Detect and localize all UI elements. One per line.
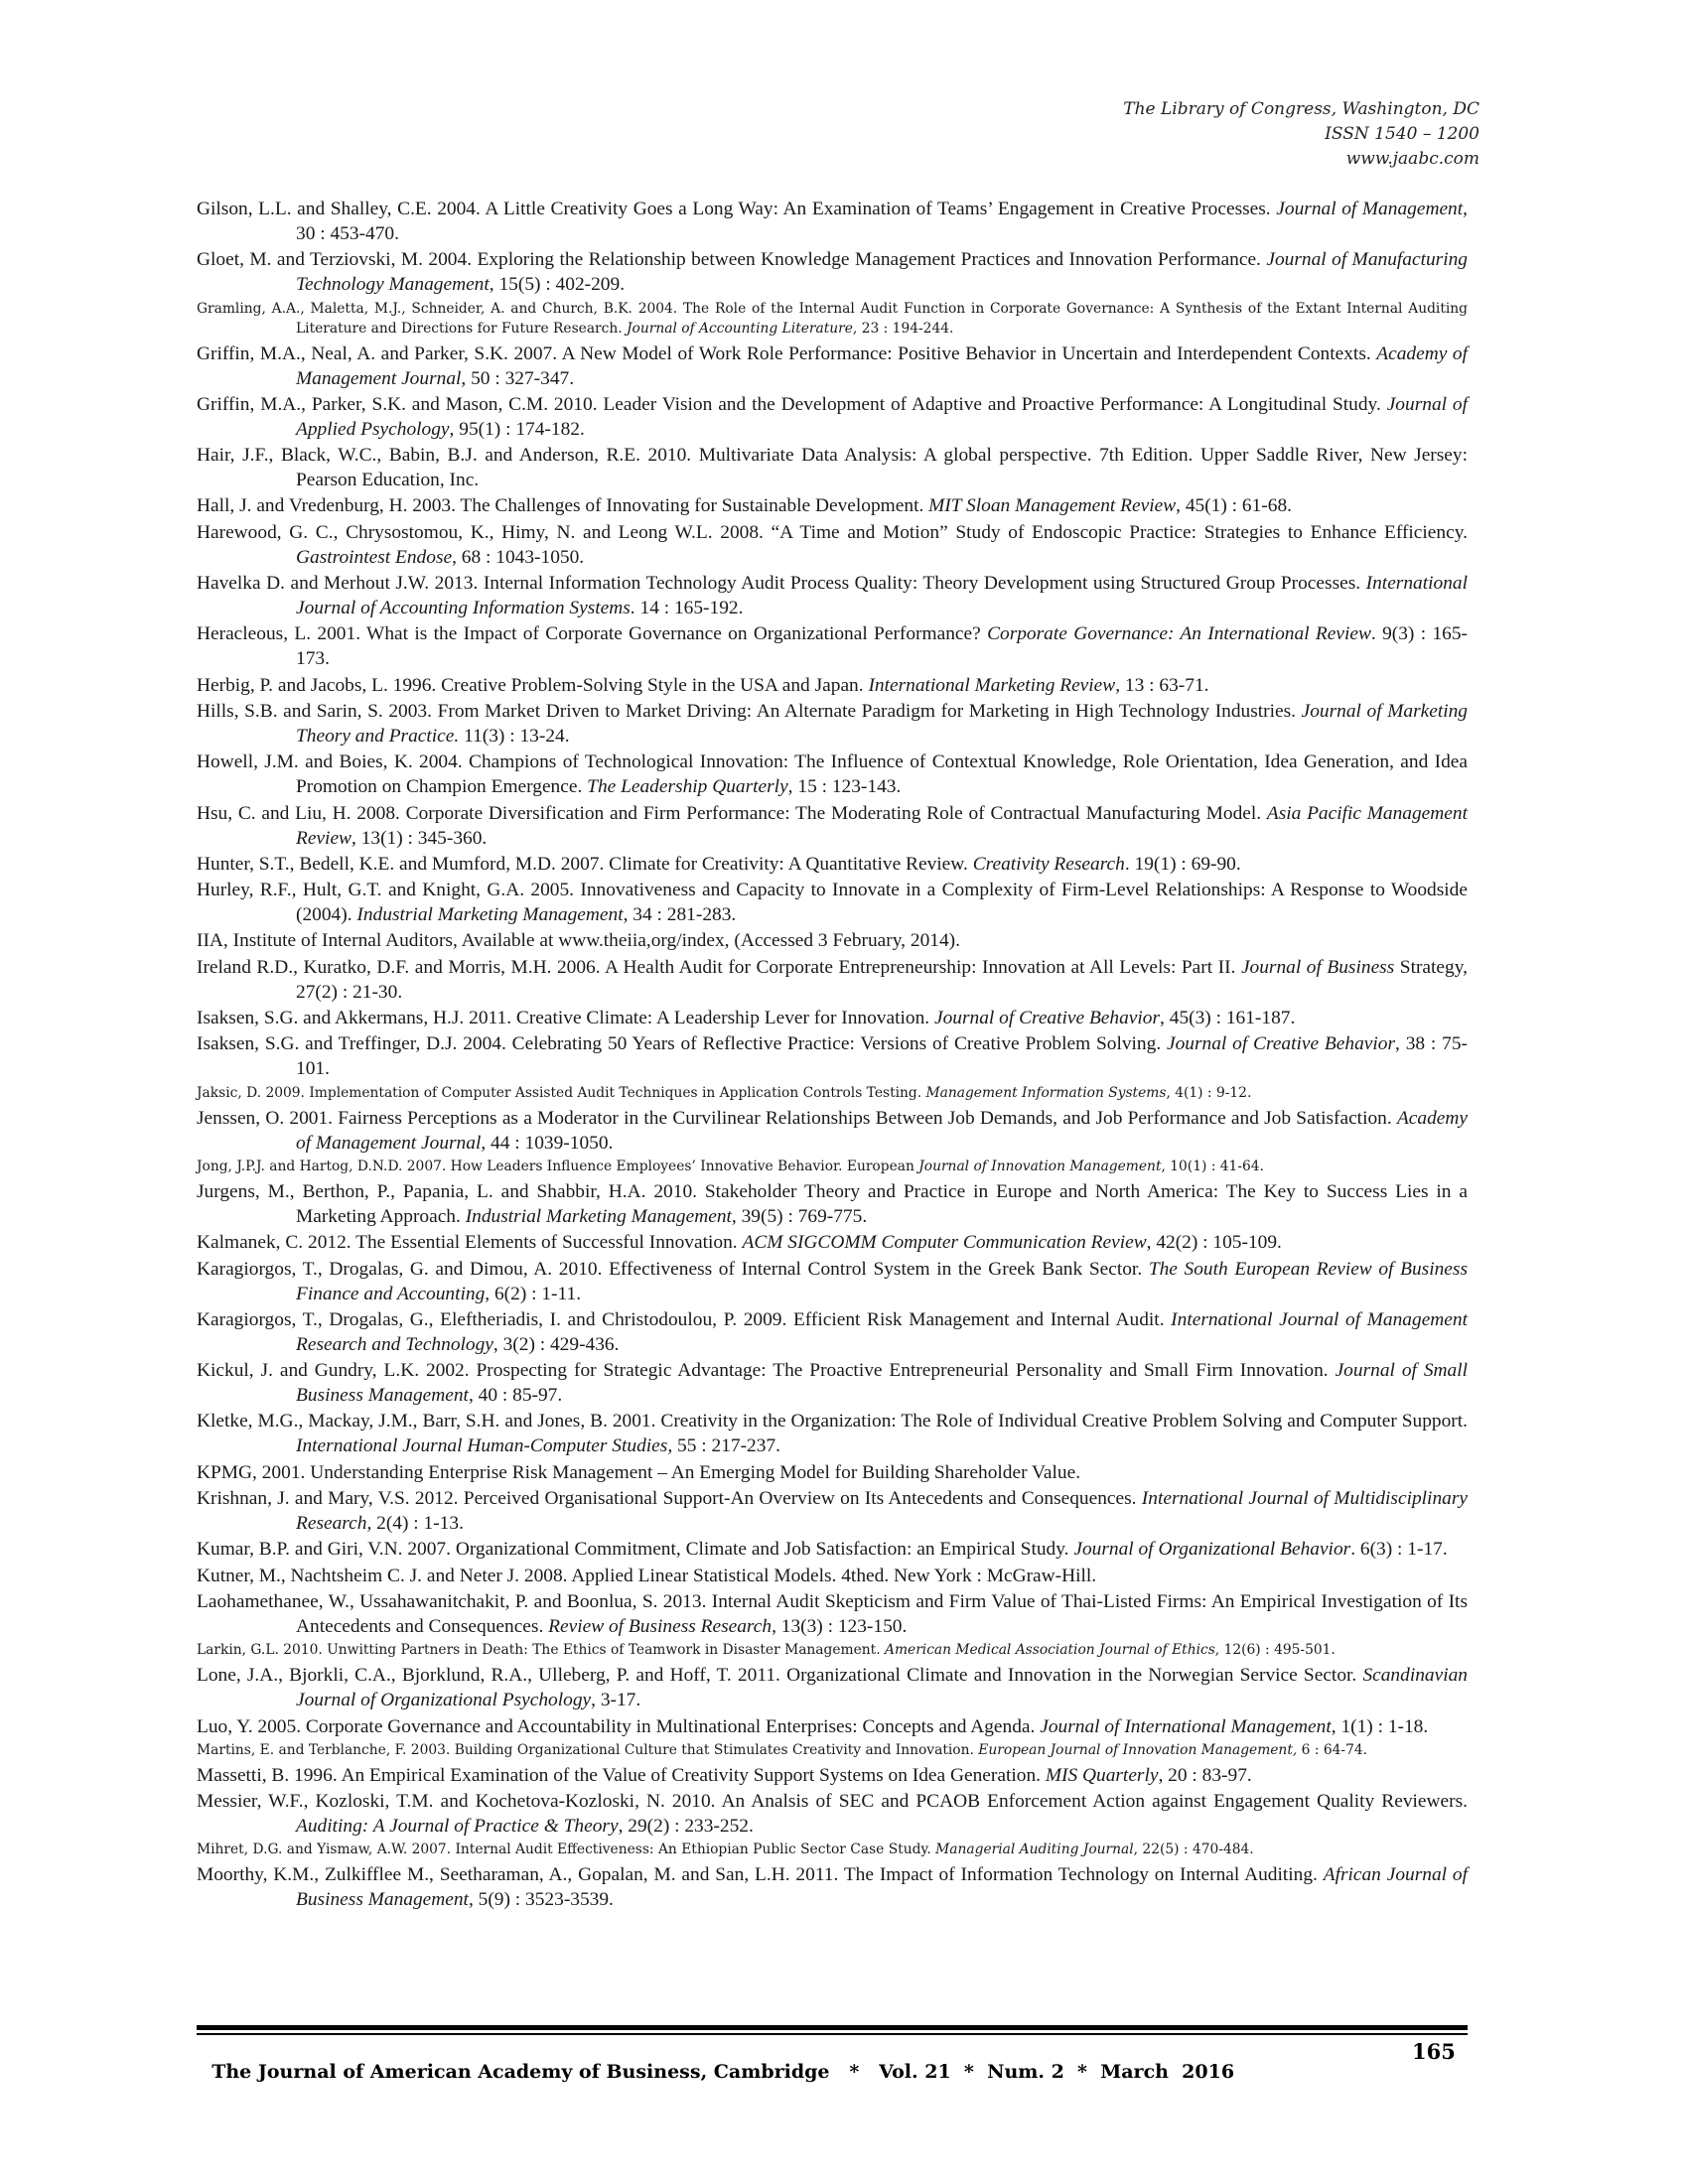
reference-details: , 45(1) : 61-68. (1176, 495, 1293, 517)
reference-text: Gramling, A.A., Maletta, M.J., Schneider, A. and Church, B.K. 2004. The Role of the Internal Audit Function in Corporate Governance: A Synthesis of the Extant Internal Auditing Literature and Directions for Future Research. (197, 300, 1468, 337)
reference-details: , 38 : 75-101. (296, 1033, 1468, 1080)
reference-details: Strategy, 27(2) : 21-30. (296, 956, 1469, 1003)
reference-text: Jurgens, M., Berthon, P., Papania, L. and Shabbir, H.A. 2010. Stakeholder Theory and Practice in Europe and North America: The Key to Success Lies in a Marketing Approach. (197, 1180, 1468, 1227)
reference-details: , 5(9) : 3523-3539. (468, 1889, 614, 1911)
reference-details: , 40 : 85-97. (468, 1385, 563, 1407)
reference-details: , 44 : 1039-1050. (481, 1132, 614, 1154)
reference-journal: Asia Pacific Management Review (296, 802, 1468, 849)
reference-journal: Creativity Research (972, 853, 1125, 875)
reference-details: , 1(1) : 1-18. (1331, 1715, 1429, 1737)
reference-journal: Journal of Business (1240, 956, 1395, 978)
reference-entry (197, 1106, 1468, 1156)
reference-text: Jaksic, D. 2009. Implementation of Computer Assisted Audit Techniques in Application Controls Testing. (197, 1084, 926, 1101)
reference-journal: ACM SIGCOMM Computer Communication Review (742, 1232, 1147, 1254)
reference-journal: Industrial Marketing Management (356, 904, 624, 926)
reference-entry (197, 1409, 1468, 1458)
reference-entry (197, 443, 1468, 492)
reference-details: . 9(3) : 165-173. (296, 623, 1468, 670)
reference-entry (197, 699, 1468, 749)
reference-details: , 6(2) : 1-11. (485, 1283, 582, 1304)
reference-details: , 20 : 83-97. (1158, 1764, 1252, 1786)
reference-text: Karagiorgos, T., Drogalas, G., Eleftheriadis, I. and Christodoulou, P. 2009. Efficient Risk Management and Internal Audit. (197, 1308, 1172, 1330)
reference-entry (197, 750, 1468, 799)
reference-entry (197, 1257, 1468, 1306)
reference-journal: The South European Review of Business Finance and Accounting (296, 1258, 1468, 1304)
reference-journal: Gastrointest Endose (296, 546, 453, 568)
reference-entry (197, 1763, 1468, 1788)
reference-details: , 3-17. (591, 1690, 641, 1711)
reference-journal: Journal of Accounting Literature (627, 320, 853, 337)
reference-text: Moorthy, K.M., Zulkifflee M., Seetharaman, A., Gopalan, M. and San, L.H. 2011. The Impact of Information Technology on Internal Auditing. (197, 1864, 1324, 1886)
footer-rule-thick (197, 2025, 1468, 2030)
reference-entry (197, 1789, 1468, 1839)
reference-text: Havelka D. and Merhout J.W. 2013. Internal Information Technology Audit Process Quality: Theory Development using Structured Group Processes. (197, 573, 1366, 595)
reference-journal: Journal of Creative Behavior (933, 1008, 1161, 1029)
reference-entry (197, 1179, 1468, 1229)
reference-entry (197, 1307, 1468, 1357)
reference-details: , 12(6) : 495-501. (1214, 1642, 1336, 1659)
reference-details: , 13 : 63-71. (1115, 674, 1209, 696)
reference-entry (197, 621, 1468, 671)
reference-text: Isaksen, S.G. and Akkermans, H.J. 2011. Creative Climate: A Leadership Lever for Innovation. (197, 1008, 934, 1029)
reference-details: , 3(2) : 429-436. (492, 1333, 620, 1355)
reference-journal: Journal of International Management (1040, 1715, 1332, 1737)
reference-journal: Journal of Organizational Behavior (1073, 1539, 1351, 1561)
reference-details: , 13(3) : 123-150. (772, 1615, 908, 1637)
reference-details: , 15 : 123-143. (787, 776, 902, 798)
reference-text: Kalmanek, C. 2012. The Essential Elements of Successful Innovation. (197, 1232, 743, 1254)
reference-text: Kumar, B.P. and Giri, V.N. 2007. Organizational Commitment, Climate and Job Satisfaction: an Empirical Study. (197, 1539, 1074, 1561)
reference-entry (197, 852, 1468, 877)
reference-entry (197, 1840, 1468, 1859)
reference-entry (197, 1157, 1468, 1176)
header-issn: ISSN 1540 – 1200 (1325, 124, 1479, 144)
reference-details: , 13(1) : 345-360. (352, 827, 488, 849)
reference-entry (197, 955, 1468, 1005)
reference-entry (197, 493, 1468, 518)
reference-text: Hurley, R.F., Hult, G.T. and Knight, G.A. 2005. Innovativeness and Capacity to Innovate in a Complexity of Firm-Level Relationships: A Response to Woodside (2004). (197, 880, 1468, 926)
reference-details: , 42(2) : 105-109. (1146, 1232, 1282, 1254)
reference-journal: Journal of Applied Psychology (296, 393, 1468, 440)
reference-journal: International Marketing Review (868, 674, 1116, 696)
reference-details: . 6(3) : 1-17. (1350, 1539, 1448, 1561)
reference-details: , 45(3) : 161-187. (1160, 1008, 1296, 1029)
reference-details: , 23 : 194-244. (852, 320, 954, 337)
reference-text: Martins, E. and Terblanche, F. 2003. Building Organizational Culture that Stimulates Creativity and Innovation. (197, 1741, 979, 1758)
reference-text: Hall, J. and Vredenburg, H. 2003. The Challenges of Innovating for Sustainable Development. (197, 495, 929, 517)
reference-text: Gilson, L.L. and Shalley, C.E. 2004. A Little Creativity Goes a Long Way: An Examination of Teams’ Engagement in Creative Processes. (197, 199, 1277, 219)
reference-journal: MIS Quarterly (1045, 1764, 1159, 1786)
reference-journal: International Journal Human-Computer Studies, (296, 1435, 673, 1457)
reference-journal: Corporate Governance: An International Review (987, 623, 1371, 645)
reference-details: , 95(1) : 174-182. (449, 418, 585, 440)
reference-entry (197, 673, 1468, 698)
reference-journal: Scandinavian Journal of Organizational Psychology (296, 1665, 1468, 1711)
reference-journal: Managerial Auditing Journal (935, 1842, 1134, 1858)
reference-list (197, 197, 1468, 1914)
reference-text: Larkin, G.L. 2010. Unwitting Partners in Death: The Ethics of Teamwork in Disaster Management. (197, 1642, 885, 1659)
page-footer (199, 2039, 1460, 2105)
reference-entry (197, 1230, 1468, 1255)
reference-journal: International Journal of Multidisciplinary Research (296, 1488, 1468, 1535)
reference-text: Jong, J.P.J. and Hartog, D.N.D. 2007. How Leaders Influence Employees’ Innovative Behavior. European (197, 1158, 919, 1174)
reference-entry (197, 392, 1468, 442)
reference-text: Kletke, M.G., Mackay, J.M., Barr, S.H. and Jones, B. 2001. Creativity in the Organization: The Role of Individual Creative Problem Solving and Computer Support. (197, 1411, 1468, 1433)
reference-text: Isaksen, S.G. and Treffinger, D.J. 2004. Celebrating 50 Years of Reflective Practice: Versions of Creative Problem Solving. (197, 1033, 1167, 1055)
reference-journal: European Journal of Innovation Management, (978, 1741, 1298, 1758)
reference-entry (197, 928, 1468, 953)
reference-entry (197, 1564, 1468, 1588)
reference-journal: Journal of Manufacturing Technology Management (296, 249, 1468, 296)
reference-text: Griffin, M.A., Parker, S.K. and Mason, C.M. 2010. Leader Vision and the Development of Adaptive and Proactive Performance: A Longitudinal Study. (197, 393, 1387, 415)
reference-details: 55 : 217-237. (672, 1435, 780, 1457)
reference-journal: The Leadership Quarterly (587, 776, 788, 798)
reference-details: , 34 : 281-283. (623, 904, 737, 926)
reference-details: . 19(1) : 69-90. (1124, 853, 1241, 875)
reference-details: , 22(5) : 470-484. (1133, 1842, 1254, 1858)
reference-details: 6 : 64-74. (1297, 1741, 1368, 1758)
reference-entry (197, 1358, 1468, 1408)
reference-text: Laohamethanee, W., Ussahawanitchakit, P. and Boonlua, S. 2013. Internal Audit Skepticism and Firm Value of Thai-Listed Firms: An Empirical Investigation of Its Antecedents and Consequences. (197, 1590, 1468, 1637)
reference-entry (197, 341, 1468, 391)
reference-text: Hsu, C. and Liu, H. 2008. Corporate Diversification and Firm Performance: The Moderating Role of Contractual Manufacturing Model. (197, 802, 1267, 824)
reference-journal: Academy of Management Journal (296, 1107, 1468, 1154)
reference-text: Griffin, M.A., Neal, A. and Parker, S.K. 2007. A New Model of Work Role Performance: Positive Behavior in Uncertain and Interdependent Contexts. (197, 342, 1377, 364)
reference-entry (197, 1537, 1468, 1562)
reference-entry (197, 571, 1468, 620)
reference-journal: International Journal of Management Research and Technology (296, 1308, 1468, 1355)
reference-text: Luo, Y. 2005. Corporate Governance and Accountability in Multinational Enterprises: Concepts and Agenda. (197, 1715, 1041, 1737)
reference-entry (197, 1589, 1468, 1639)
reference-details: , 2(4) : 1-13. (366, 1513, 464, 1535)
reference-entry (197, 520, 1468, 570)
reference-entry (197, 1663, 1468, 1712)
reference-entry (197, 1460, 1468, 1485)
reference-text: Heracleous, L. 2001. What is the Impact of Corporate Governance on Organizational Performance? (197, 623, 988, 645)
reference-details: , 68 : 1043-1050. (452, 546, 585, 568)
reference-text: Hair, J.F., Black, W.C., Babin, B.J. and Anderson, R.E. 2010. Multivariate Data Analysis: A global perspective. 7th Edition. Upper Saddle River, New Jersey: Pearson Education, Inc. (197, 445, 1468, 491)
reference-text: Hunter, S.T., Bedell, K.E. and Mumford, M.D. 2007. Climate for Creativity: A Quantitative Review. (197, 853, 973, 875)
reference-details: . 14 : 165-192. (630, 598, 744, 619)
page-header (1123, 97, 1479, 172)
reference-journal: Journal of Management (1276, 199, 1464, 219)
reference-entry (197, 247, 1468, 297)
reference-journal: Industrial Marketing Management (465, 1205, 732, 1227)
reference-journal: Management Information Systems (925, 1084, 1167, 1101)
reference-entry (197, 1083, 1468, 1103)
reference-entry (197, 1862, 1468, 1912)
reference-entry (197, 1006, 1468, 1030)
reference-entry (197, 1640, 1468, 1660)
reference-journal: MIT Sloan Management Review (928, 495, 1177, 517)
page-number: 165 (1412, 2039, 1456, 2064)
reference-journal: Auditing: A Journal of Practice & Theory (296, 1816, 619, 1838)
reference-text: Kickul, J. and Gundry, L.K. 2002. Prospecting for Strategic Advantage: The Proactive Entrepreneurial Personality and Small Firm Innovation. (197, 1360, 1336, 1382)
reference-journal: Journal of Innovation Management (918, 1158, 1162, 1174)
reference-text: Massetti, B. 1996. An Empirical Examination of the Value of Creativity Support Systems on Idea Generation. (197, 1764, 1046, 1786)
reference-details: , 15(5) : 402-209. (489, 274, 626, 296)
reference-text: KPMG, 2001. Understanding Enterprise Risk Management – An Emerging Model for Building Shareholder Value. (197, 1461, 1081, 1483)
reference-text: Howell, J.M. and Boies, K. 2004. Champions of Technological Innovation: The Influence of Contextual Knowledge, Role Orientation, Idea Generation, and Idea Promotion on Champion Emergence. (197, 751, 1468, 798)
reference-text: Ireland R.D., Kuratko, D.F. and Morris, M.H. 2006. A Health Audit for Corporate Entrepreneurship: Innovation at All Levels: Part II. (197, 956, 1241, 978)
reference-text: Krishnan, J. and Mary, V.S. 2012. Perceived Organisational Support-An Overview on Its Antecedents and Consequences. (197, 1488, 1142, 1510)
reference-entry (197, 299, 1468, 339)
reference-details: , 39(5) : 769-775. (731, 1205, 868, 1227)
reference-text: Lone, J.A., Bjorkli, C.A., Bjorklund, R.A., Ulleberg, P. and Hoff, T. 2011. Organizational Climate and Innovation in the Norwegian Service Sector. (197, 1665, 1363, 1687)
reference-text: Karagiorgos, T., Drogalas, G. and Dimou, A. 2010. Effectiveness of Internal Control System in the Greek Bank Sector. (197, 1258, 1149, 1280)
reference-journal: Review of Business Research (548, 1615, 773, 1637)
reference-journal: Journal of Creative Behavior (1167, 1033, 1396, 1055)
reference-journal: African Journal of Business Management (296, 1864, 1468, 1911)
reference-text: IIA, Institute of Internal Auditors, Available at www.theiia,org/index, (Accessed 3 February, 2014). (197, 930, 960, 952)
reference-details: 11(3) : 13-24. (459, 725, 570, 747)
reference-journal: American Medical Association Journal of Ethics (884, 1642, 1215, 1659)
header-website: www.jaabc.com (1345, 149, 1479, 169)
reference-text: Jenssen, O. 2001. Fairness Perceptions as a Moderator in the Curvilinear Relationships Between Job Demands, and Job Performance and Job Satisfaction. (197, 1107, 1397, 1129)
reference-details: , 29(2) : 233-252. (618, 1816, 754, 1838)
reference-entry (197, 1031, 1468, 1081)
reference-text: Gloet, M. and Terziovski, M. 2004. Exploring the Relationship between Knowledge Management Practices and Innovation Performance. (197, 249, 1267, 271)
header-library: The Library of Congress, Washington, DC (1123, 99, 1479, 119)
reference-entry (197, 197, 1468, 246)
reference-entry (197, 1486, 1468, 1536)
reference-entry (197, 801, 1468, 851)
reference-entry (197, 1740, 1468, 1760)
footer-rule-thin (197, 2033, 1468, 2035)
reference-entry (197, 1714, 1468, 1739)
reference-journal: Academy of Management Journal (296, 342, 1468, 389)
reference-text: Mihret, D.G. and Yismaw, A.W. 2007. Internal Audit Effectiveness: An Ethiopian Public Sector Case Study. (197, 1842, 936, 1858)
reference-text: Herbig, P. and Jacobs, L. 1996. Creative Problem-Solving Style in the USA and Japan. (197, 674, 869, 696)
reference-details: , 10(1) : 41-64. (1161, 1158, 1264, 1174)
reference-entry (197, 878, 1468, 927)
reference-details: , 50 : 327-347. (461, 367, 575, 389)
reference-text: Harewood, G. C., Chrysostomou, K., Himy, N. and Leong W.L. 2008. “A Time and Motion” Study of Endoscopic Practice: Strategies to Enhance Efficiency. (197, 521, 1468, 543)
reference-details: , 4(1) : 9-12. (1166, 1084, 1252, 1101)
reference-text: Kutner, M., Nachtsheim C. J. and Neter J. 2008. Applied Linear Statistical Models. 4thed. New York : McGraw-Hill. (197, 1565, 1097, 1586)
reference-journal: Journal of Marketing Theory and Practice. (296, 700, 1468, 747)
footer-journal: The Journal of American Academy of Business, Cambridge * Vol. 21 * Num. 2 * March 2016 (211, 2061, 1235, 2083)
reference-journal: International Journal of Accounting Information Systems (296, 573, 1468, 619)
reference-text: Hills, S.B. and Sarin, S. 2003. From Market Driven to Market Driving: An Alternate Paradigm for Marketing in High Technology Industries. (197, 700, 1302, 722)
reference-journal: Journal of Small Business Management (296, 1360, 1468, 1407)
reference-text: Messier, W.F., Kozloski, T.M. and Kochetova-Kozloski, N. 2010. An Analsis of SEC and PCAOB Enforcement Action against Engagement Quality Reviewers. (197, 1791, 1468, 1813)
reference-details: , 30 : 453-470. (296, 199, 1468, 244)
